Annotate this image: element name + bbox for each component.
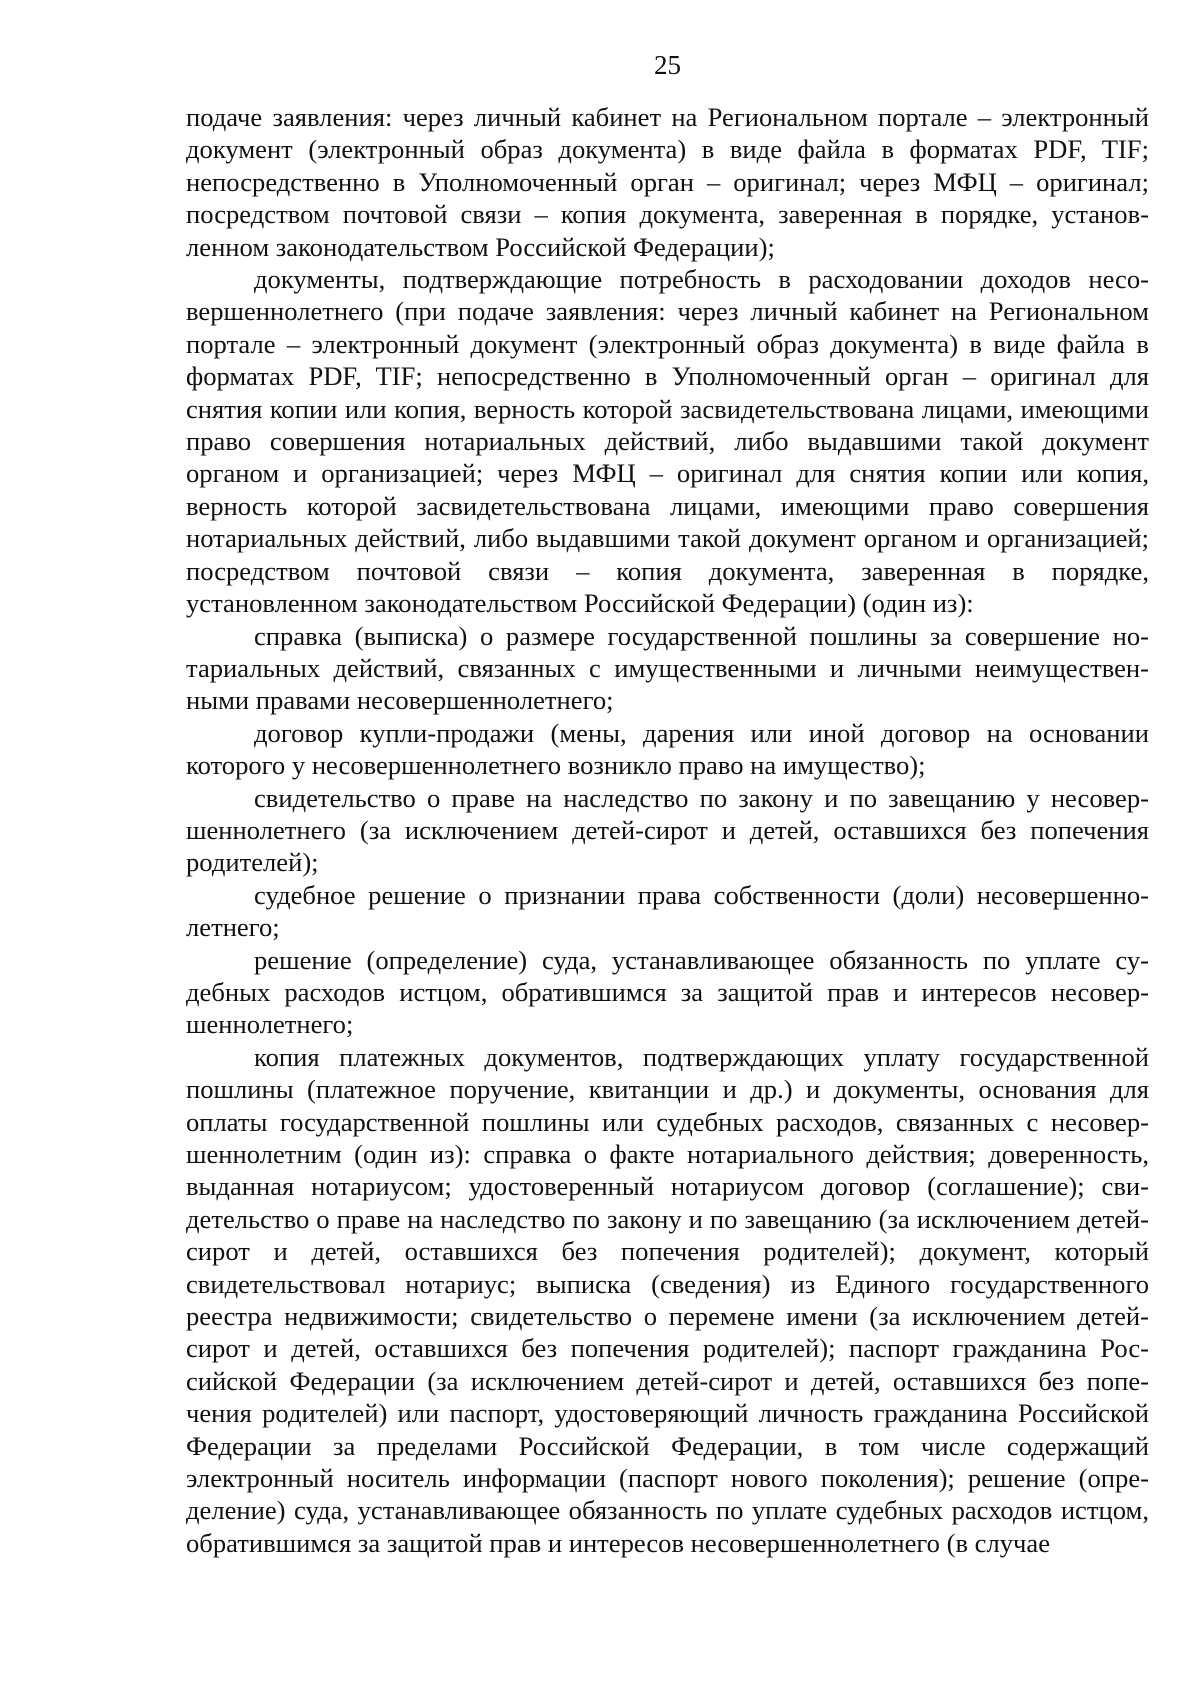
paragraph: документы, подтверждающие потребность в расходовании доходов несовершеннолетнего (при подаче заявления: через личный кабинет на Региональном портале – электронный документ (электронный образ документа) в виде файла в форматах PDF, TIF; непосредственно в Уполномоченный орган – оригинал для снятия копии или копия, верность которой засвидетельствована лицами, имеющими право совершения нотариальных действий, либо выдавшими такой документ органом и организацией; через МФЦ – оригинал для снятия копии или копия, верность которой засвидетельствована лицами, имеющими право совершения нотариальных действий, либо выдавшими такой документ органом и организацией; посредством почтовой связи – копия документа, заверенная в порядке, установленном законодательством Российской Федерации) (один из): <box>186 264 1149 619</box>
list-item: свидетельство о праве на наследство по закону и по завещанию у несовершеннолетнего (за исключением детей-сирот и детей, оставшихся без попечения родителей); <box>186 782 1149 878</box>
paragraph: подаче заявления: через личный кабинет на Региональном портале – электронный документ (электронный образ документа) в виде файла в форматах PDF, TIF; непосредственно в Уполномоченный орган – оригинал; через МФЦ – оригинал; посредством почтовой связи – копия документа, заверенная в порядке, установленном законодательством Российской Федерации); <box>186 102 1149 262</box>
page-body <box>186 101 1149 1559</box>
page-number: 25 <box>654 50 681 80</box>
list-item: судебное решение о признании права собственности (доли) несовершеннолетнего; <box>186 879 1149 943</box>
list-item: справка (выписка) о размере государственной пошлины за совершение нотариальных действий, связанных с имущественными и личными неимущественными правами несовершеннолетнего; <box>186 620 1149 716</box>
list-item: договор купли-продажи (мены, дарения или иной договор на основании которого у несовершеннолетнего возникло право на имущество); <box>186 717 1149 781</box>
list-item: решение (определение) суда, устанавливающее обязанность по уплате судебных расходов истцом, обратившимся за защитой прав и интересов несовершеннолетнего; <box>186 944 1149 1040</box>
paragraph: копия платежных документов, подтверждающих уплату государственной пошлины (платежное поручение, квитанции и др.) и документы, основания для оплаты государственной пошлины или судебных расходов, связанных с несовершеннолетним (один из): справка о факте нотариального действия; доверенность, выданная нотариусом; удостоверенный нотариусом договор (соглашение); свидетельство о праве на наследство по закону и по завещанию (за исключением детей-сирот и детей, оставшихся без попечения родителей); документ, который свидетельствовал нотариус; выписка (сведения) из Единого государственного реестра недвижимости; свидетельство о перемене имени (за исключением детей-сирот и детей, оставшихся без попечения родителей); паспорт гражданина Российской Федерации (за исключением детей-сирот и детей, оставшихся без попечения родителей) или паспорт, удостоверяющий личность гражданина Российской Федерации за пределами Российской Федерации, в том числе содержащий электронный носитель информации (паспорт нового поколения); решение (определение) суда, устанавливающее обязанность по уплате судебных расходов истцом, обратившимся за защитой прав и интересов несовершеннолетнего (в случае <box>186 1041 1149 1558</box>
